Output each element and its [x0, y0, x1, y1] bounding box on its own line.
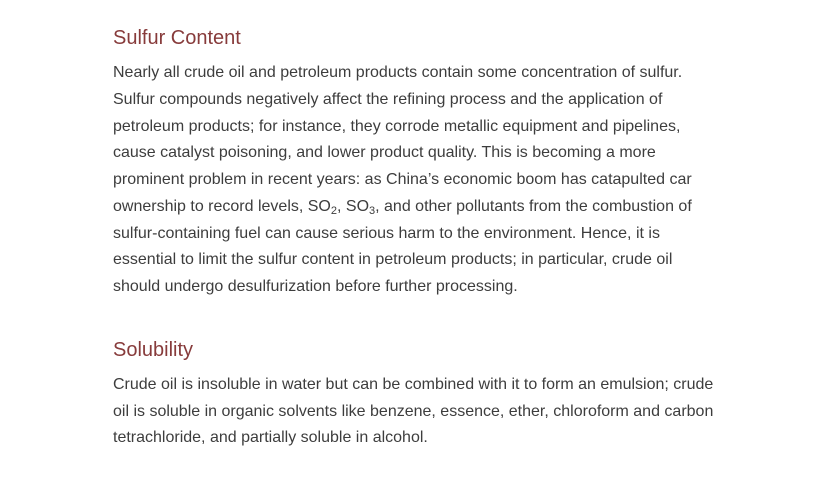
section-paragraph-sulfur-content: Nearly all crude oil and petroleum products contain some concentration of sulfur. Sulfur compounds negatively affect the refining process and the application of petroleum products; for instance, they corrode metallic equipment and pipelines, cause catalyst poisoning, and lower product quality. This is becoming a more prominent problem in recent years: as China’s economic boom has catapulted car ownership to record levels, $SO_2$, $SO_3$, and other pollutants from the combustion of sulfur-containing fuel can cause serious harm to the environment. Hence, it is essential to limit the sulfur content in petroleum products; in particular, crude oil should undergo desulfurization before further processing.: [113, 64, 692, 295]
chemical-subscript: 3: [369, 204, 376, 217]
section-heading-sulfur-content: Sulfur Content: [113, 27, 241, 49]
section-heading-solubility: Solubility: [113, 338, 194, 361]
section-sulfur-content: [113, 26, 719, 301]
section-solubility: [113, 338, 719, 452]
section-paragraph-solubility: Crude oil is insoluble in water but can be combined with it to form an emulsion; crude oil is soluble in organic solvents like benzene, essence, ether, chloroform and carbon tetrachloride, and partially soluble in alcohol.: [113, 375, 714, 447]
chemical-subscript: 2: [330, 204, 337, 217]
